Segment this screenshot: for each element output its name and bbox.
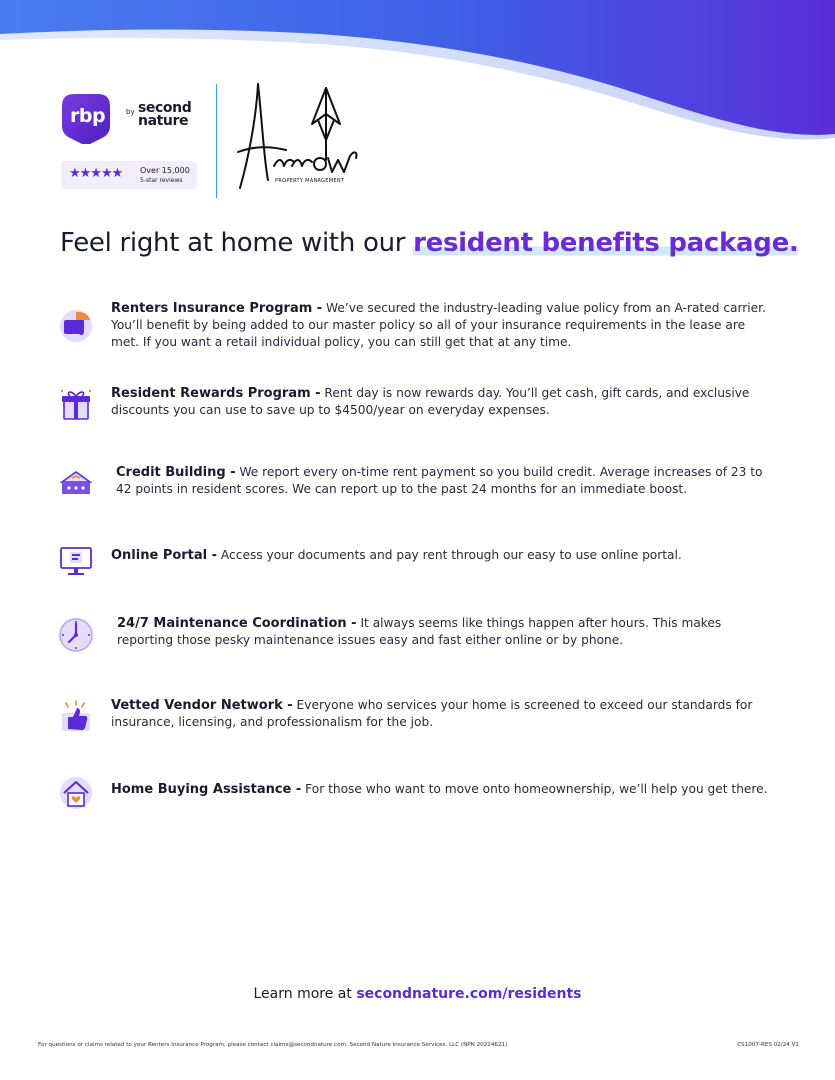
second-nature-wordmark [138,102,191,128]
nature-word: nature [138,113,189,129]
benefit-text [111,697,771,731]
headline-lead: Feel right at home with our [60,228,414,258]
clock-icon [56,615,96,655]
benefit-description: For those who want to move onto homeownership, we’ll help you get there. [301,782,768,796]
thumbs-up-icon [56,697,96,737]
benefit-description: We’ve secured the industry-leading value policy from an A-rated carrier. You’ll benefit by being added to our master policy so all of your insurance requirements in the lease are met. If you want a retail individual policy, you can still get that at any time. [111,301,766,349]
benefit-title: Vetted Vendor Network - [111,698,293,713]
credit-card-icon [56,464,96,504]
benefit-description: We report every on-time rent payment so you build credit. Average increases of 23 to 42 points in resident scores. We can report up to the past 24 months for an immediate boost. [116,465,763,496]
learn-more-line [0,986,835,1002]
benefit-text [117,615,777,649]
by-label: by [126,108,135,116]
residents-link[interactable]: secondnature.com/residents [356,986,582,1002]
second-word: second [138,100,192,116]
reviews-count: Over 15,000 [140,166,190,175]
benefit-text [111,385,771,419]
footer-document-code: CS1007-RES 02/24 V1 [737,1042,799,1048]
benefit-text [111,547,771,564]
benefit-description: It always seems like things happen after hours. This makes reporting those pesky maintenance issues easy and fast either online or by phone. [117,616,722,647]
rbp-logo [60,92,200,152]
page-title [60,228,798,258]
computer-monitor-icon [56,540,96,580]
benefit-description: Rent day is now rewards day. You’ll get cash, gift cards, and exclusive discounts you can use to save up to $4500/year on everyday expenses. [111,386,750,417]
benefit-text [111,781,771,798]
arrow-property-management-logo [234,80,364,192]
logo-divider [216,84,217,198]
learn-more-lead: Learn more at [253,986,357,1002]
benefit-title: Renters Insurance Program - [111,301,323,316]
benefit-title: 24/7 Maintenance Coordination - [117,616,357,631]
benefit-title: Credit Building - [116,465,236,480]
benefit-title: Home Buying Assistance - [111,782,302,797]
benefit-title: Online Portal - [111,548,218,563]
benefit-title: Resident Rewards Program - [111,386,321,401]
umbrella-insurance-icon [56,304,96,344]
benefit-text [111,300,771,351]
rbp-wordmark: rbp [70,105,106,127]
footer-disclaimer: For questions or claims related to your Renters Insurance Program, please contact claims@secondnature.com. Second Nature Insurance Services, LLC (NPN 20224621) [38,1042,508,1048]
headline-highlight: resident benefits package. [413,228,799,258]
home-buying-icon [56,773,96,813]
benefit-description: Access your documents and pay rent through our easy to use online portal. [217,548,682,562]
arrow-logo-subtitle: PROPERTY MANAGEMENT [275,178,345,184]
benefit-description: Everyone who services your home is screened to exceed our standards for insurance, licensing, and professionalism for the job. [111,698,753,729]
reviews-badge [61,161,197,189]
reviews-label: 5-star reviews [140,177,183,184]
gift-icon [56,385,96,425]
five-star-icon: ★★★★★ [69,166,123,181]
benefit-text [116,464,776,498]
